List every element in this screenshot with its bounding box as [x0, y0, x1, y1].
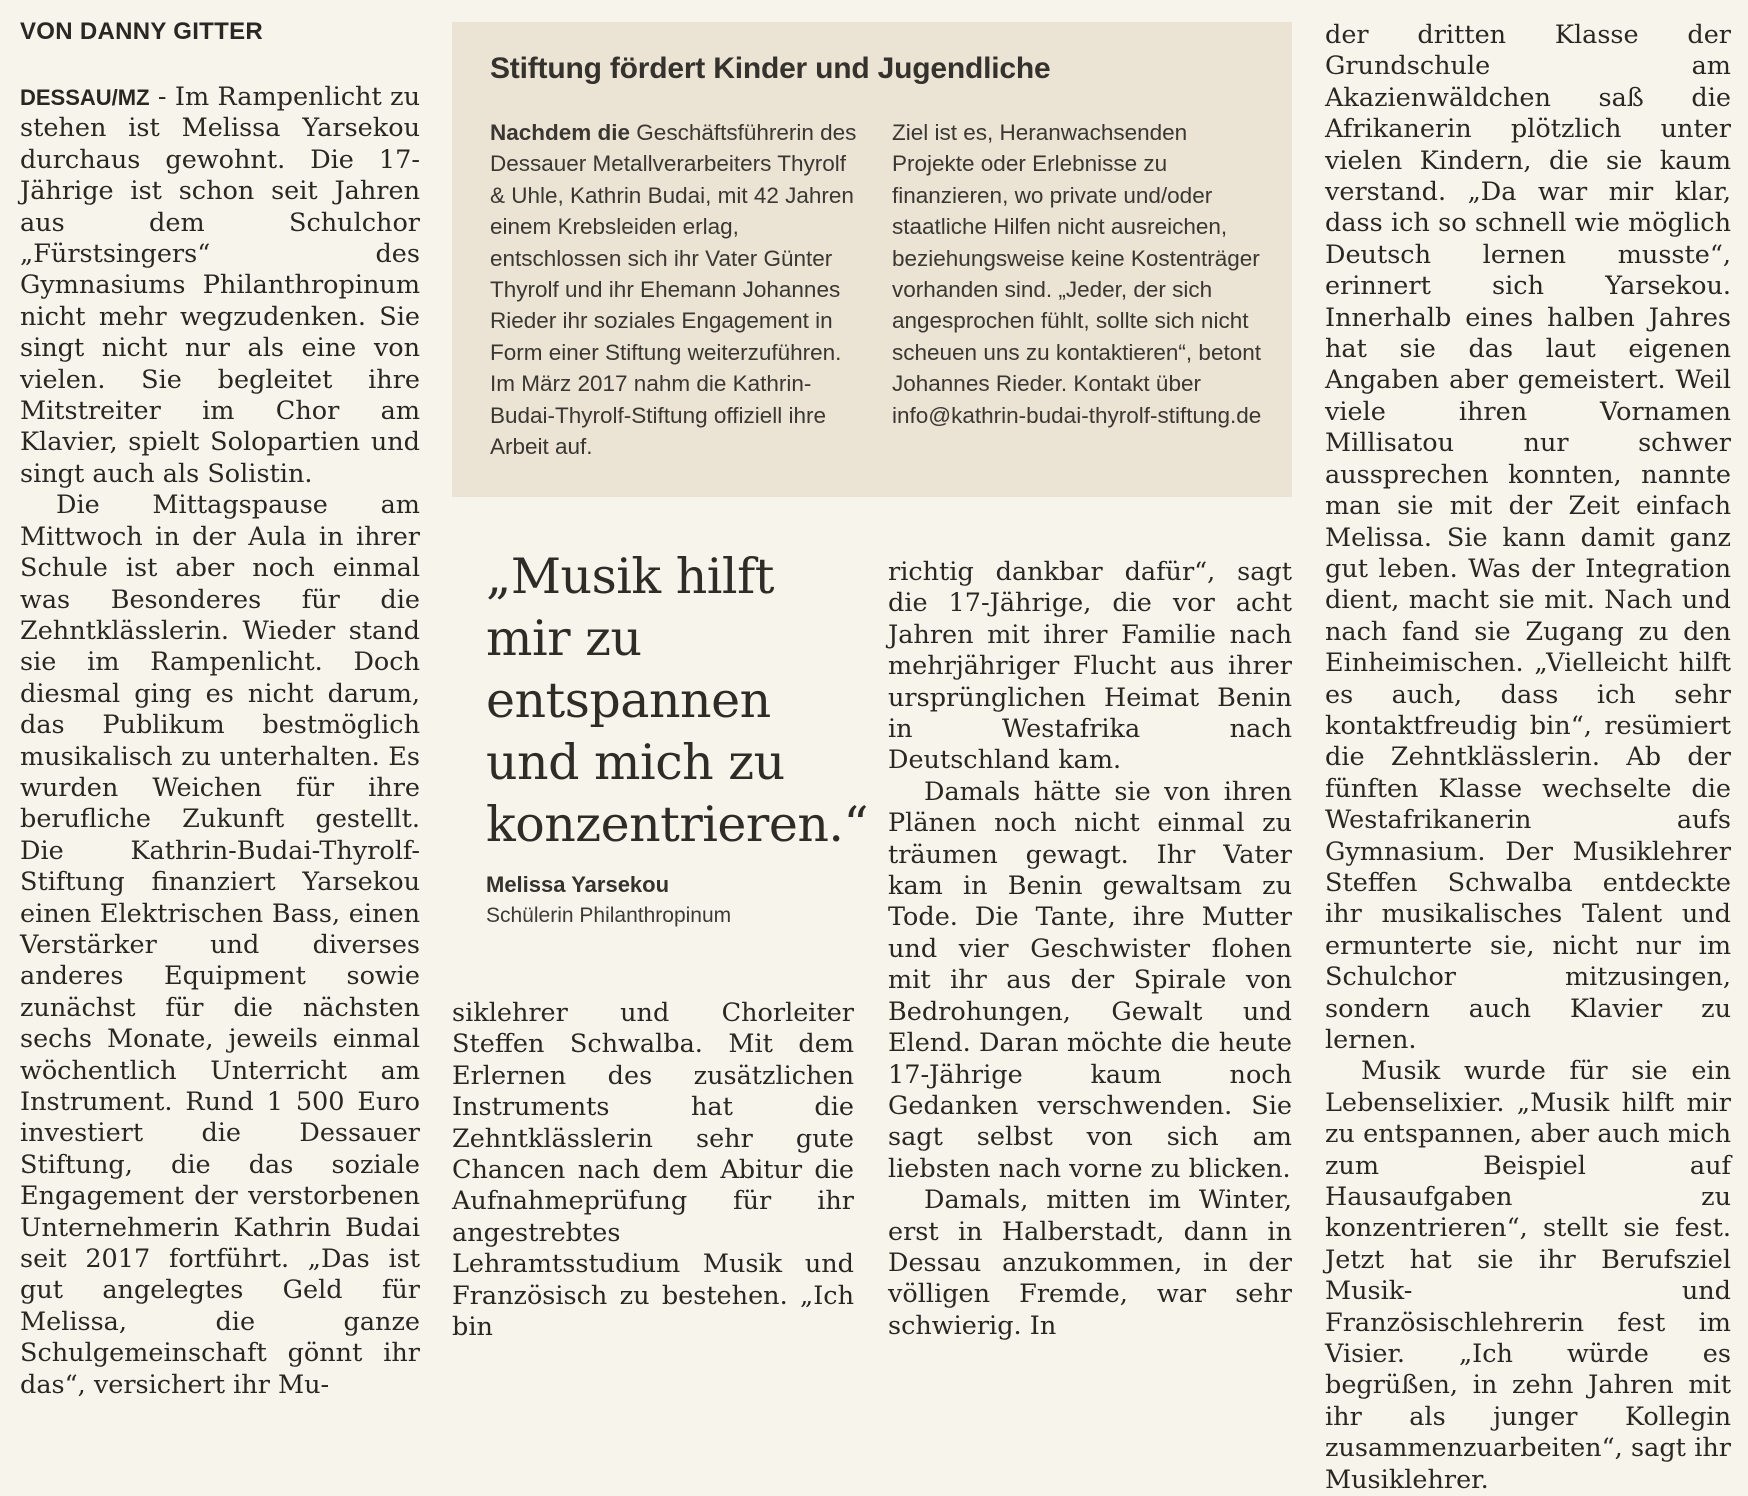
- article-paragraph: der dritten Klasse der Grundschule am Akazienwäldchen saß die Afrikanerin plötzlich unter vielen Kindern, die sie kaum verstand. „Da war mir klar, dass ich so schnell wie möglich Deutsch lernen musste“, erinnert sich Yarsekou. Innerhalb eines halben Jahres hat sie das laut eigenen Angaben aber gemeistert. Weil viele ihren Vornamen Millisatou nur schwer aussprechen konnten, nannte man sie mit der Zeit einfach Melissa. Sie kann damit ganz gut leben. Was der Integration dient, macht sie mit. Nach und nach fand sie Zugang zu den Einheimischen. „Vielleicht hilft es auch, dass ich sehr kontaktfreudig bin“, resümiert die Zehntklässlerin. Ab der fünften Klasse wechselte die Westafrikanerin aufs Gymnasium. Der Musiklehrer Steffen Schwalba entdeckte ihr musikalisches Talent und ermunterte sie, nicht nur im Schulchor mitzusingen, sondern auch Klavier zu lernen.: [1325, 20, 1731, 1055]
- info-box-paragraph: [490, 117, 860, 462]
- article-paragraph: Musik wurde für sie ein Lebenselixier. „Musik hilft mir zu entspannen, aber auch mich zum Beispiel auf Hausaufgaben zu konzentrieren“, stellt sie fest. Jetzt hat sie ihr Berufsziel Musik- und Französischlehrerin fest im Visier. „Ich würde es begrüßen, in zehn Jahren mit ihr als junger Kollegin zusammenzuarbeiten“, sagt ihr Musiklehrer.: [1325, 1056, 1731, 1495]
- article-column-2: [452, 998, 854, 1343]
- article-paragraph: Damals hätte sie von ihren Plänen noch nicht einmal zu träumen gewagt. Ihr Vater kam in Benin gewaltsam zu Tode. Die Tante, ihre Mutter und vier Geschwister flohen mit ihr aus der Spirale von Bedrohungen, Gewalt und Elend. Daran möchte die heute 17-Jährige kaum noch Gedanken verschwenden. Sie sagt selbst von sich am liebsten nach vorne zu blicken.: [888, 776, 1292, 1184]
- article-column-4: [1325, 20, 1731, 1496]
- article-paragraph: Die Mittagspause am Mittwoch in der Aula in ihrer Schule ist aber noch einmal was Besonderes für die Zehntklässlerin. Wieder stand sie im Rampenlicht. Doch diesmal ging es nicht darum, das Publikum bestmöglich musikalisch zu unterhalten. Es wurden Weichen für ihre berufliche Zukunft gestellt. Die Kathrin-Budai-Thyrolf-Stiftung finanziert Yarsekou einen Elektrischen Bass, einen Verstärker und diverses anderes Equipment sowie zunächst für die nächsten sechs Monate, jeweils einmal wöchentlich Unterricht am Instrument. Rund 1 500 Euro investiert die Dessauer Stiftung, die das soziale Engagement der verstorbenen Unternehmerin Kathrin Budai seit 2017 fortführt. „Das ist gut angelegtes Geld für Melissa, die ganze Schulgemeinschaft gönnt ihr das“, versichert ihr Mu-: [20, 490, 420, 1400]
- article-paragraph: Damals, mitten im Winter, erst in Halberstadt, dann in Dessau anzukommen, in der völligen Fremde, war sehr schwierig. In: [888, 1185, 1292, 1341]
- info-box-text: Geschäftsführerin des Dessauer Metallverarbeiters Thyrolf & Uhle, Kathrin Budai, mit 42 Jahren einem Krebsleiden erlag, entschlossen sich ihr Vater Günter Thyrolf und ihr Ehemann Johannes Rieder ihr soziales Engagement in Form einer Stiftung weiterzuführen. Im März 2017 nahm die Kathrin-Budai-Thyrolf-Stiftung offiziell ihre Arbeit auf.: [490, 120, 857, 460]
- article-paragraph: richtig dankbar dafür“, sagt die 17-Jährige, die vor acht Jahren mit ihrer Familie nach mehrjähriger Flucht aus ihrer ursprünglichen Heimat Benin in Westafrika nach Deutschland kam.: [888, 557, 1292, 776]
- dateline: DESSAU/MZ: [20, 85, 150, 110]
- article-paragraph: siklehrer und Chorleiter Steffen Schwalba. Mit dem Erlernen des zusätzlichen Instruments hat die Zehntklässlerin sehr gute Chancen nach dem Abitur die Aufnahmeprüfung für ihr angestrebtes Lehramtsstudium Musik und Französisch zu bestehen. „Ich bin: [452, 998, 854, 1343]
- info-box-lead: Nachdem die: [490, 120, 631, 145]
- info-box-column-1: [490, 117, 860, 462]
- info-box: [452, 22, 1292, 497]
- article-paragraph: [20, 82, 420, 490]
- info-box-column-2: [892, 117, 1272, 431]
- quote-author-role: Schülerin Philanthropinum: [486, 904, 732, 927]
- paragraph-text: - Im Rampenlicht zu stehen ist Melissa Yarsekou durchaus gewohnt. Die 17-Jährige ist schon seit Jahren aus dem Schulchor „Fürstsingers“ des Gymnasiums Philanthropinum nicht mehr wegzudenken. Sie singt nicht nur als eine von vielen. Sie begleitet ihre Mitstreiter im Chor am Klavier, spielt Solopartien und singt auch als Solistin.: [20, 82, 420, 489]
- info-box-paragraph: Ziel ist es, Heranwachsenden Projekte oder Erlebnisse zu finanzieren, wo private und/oder staatliche Hilfen nicht ausreichen, beziehungsweise keine Kostenträger vorhanden sind. „Jeder, der sich angesprochen fühlt, sollte sich nicht scheuen uns zu kontaktieren“, betont Johannes Rieder. Kontakt über info@kathrin-budai-thyrolf-stiftung.de: [892, 120, 1262, 428]
- pull-quote: „Musik hilft mir zu entspannen und mich zu konzentrieren.“: [486, 548, 869, 853]
- byline: VON DANNY GITTER: [20, 18, 264, 45]
- article-column-3: [888, 557, 1292, 1342]
- article-column-1: [20, 82, 420, 1401]
- quote-author: Melissa Yarsekou: [486, 872, 670, 897]
- info-box-title: Stiftung fördert Kinder und Jugendliche: [490, 52, 1051, 85]
